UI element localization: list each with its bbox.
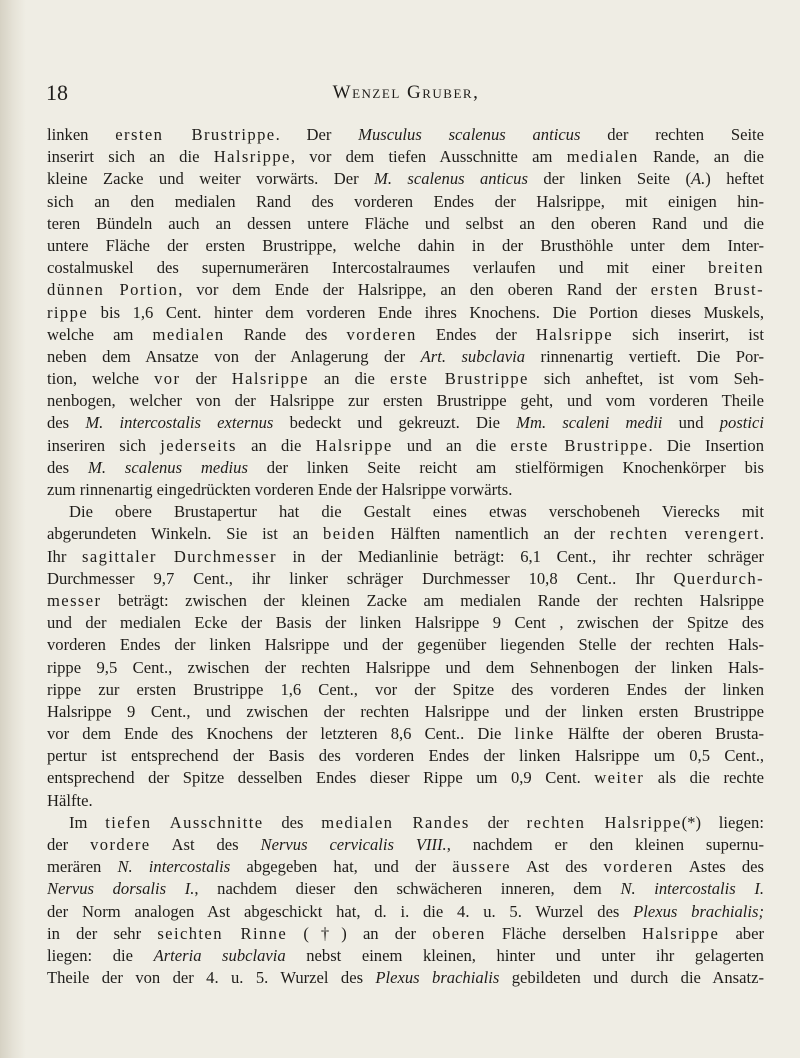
text-run: der linken Seite ( <box>527 169 691 189</box>
spaced-emphasis: Halsrippe <box>315 435 393 455</box>
text-run: der Norm analogen Ast abgeschickt hat, d. i. die 4. u. 5. Wurzel des <box>47 901 634 921</box>
text-run: , vor dem tiefen Ausschnitte am <box>290 147 567 167</box>
text-run: rippe 9,5 Cent., zwischen der rechten Halsrippe und dem Sehnenbogen der linken Hals- <box>47 657 764 677</box>
text-line <box>47 523 764 545</box>
text-line <box>47 767 764 789</box>
spaced-emphasis: rippe <box>47 302 89 322</box>
text-run: bis 1,6 Cent. hinter dem vorderen Ende ihres Knochens. Die Portion dieses Muskels, <box>88 302 764 322</box>
text-line <box>47 612 764 634</box>
text-run: an die <box>236 435 316 455</box>
text-run: aber <box>719 923 764 943</box>
text-run: . Die Insertion <box>648 435 764 455</box>
italic-term: M. scalenus anticus <box>374 169 528 189</box>
text-line <box>47 324 764 346</box>
text-line <box>47 812 764 834</box>
text-line <box>47 657 764 679</box>
text-run: nenbogen, welcher von der Halsrippe zur ersten Brustrippe geht, und vom vorderen Theile <box>47 391 764 411</box>
text-line <box>47 435 764 457</box>
text-run: als die rechte <box>644 768 764 788</box>
text-run: des <box>263 812 322 832</box>
spaced-emphasis: Halsrippe <box>213 147 291 167</box>
page-header <box>46 80 766 106</box>
text-line <box>47 146 764 168</box>
text-line <box>47 590 764 612</box>
text-run: . <box>759 524 764 544</box>
spaced-emphasis: ersten Brustrippe <box>115 125 276 144</box>
text-line <box>47 679 764 701</box>
italic-term: Plexus brachialis; <box>633 901 764 921</box>
body-text <box>47 124 764 989</box>
text-line <box>47 235 764 257</box>
text-line <box>47 390 764 412</box>
text-run: , vor dem Ende der Halsrippe, an den oberen Rand der <box>178 280 651 300</box>
text-line <box>47 124 764 146</box>
italic-term: Arteria subclavia <box>153 945 286 965</box>
running-head: Wenzel Gruber, <box>332 82 480 103</box>
spaced-emphasis: rechten verengert <box>609 524 760 544</box>
text-run: des <box>47 413 86 433</box>
text-run: , nachdem dieser den schwächeren inneren, dem <box>194 879 621 899</box>
spaced-emphasis: beiden <box>323 524 376 544</box>
spaced-emphasis: vor <box>154 369 181 389</box>
page-binding-shadow <box>0 0 26 1058</box>
text-run: und <box>662 413 720 433</box>
text-line <box>47 257 764 279</box>
text-run: merären <box>47 857 118 877</box>
text-line <box>47 568 764 590</box>
text-line <box>47 302 764 324</box>
text-run: Theile der von der 4. u. 5. Wurzel des <box>47 968 376 988</box>
spaced-emphasis: weiter <box>594 768 645 788</box>
text-run: abgegeben hat, und der <box>230 857 453 877</box>
text-run: rippe zur ersten Brustrippe 1,6 Cent., vor der Spitze des vorderen Endes der linken <box>47 679 764 699</box>
spaced-emphasis: sagittaler Durchmesser <box>82 546 277 566</box>
text-line <box>47 945 764 967</box>
spaced-emphasis: erste Brustrippe <box>389 369 529 389</box>
italic-term: Plexus brachialis <box>375 968 500 988</box>
spaced-emphasis: linke <box>514 724 555 744</box>
text-run: Astes des <box>673 857 764 877</box>
text-line <box>47 546 764 568</box>
text-run: Im <box>69 812 106 832</box>
spaced-emphasis: tiefen Ausschnitte <box>105 812 264 832</box>
text-run: Rande des <box>224 324 347 344</box>
spaced-emphasis: dünnen Portion <box>47 280 179 300</box>
text-line <box>47 723 764 745</box>
text-run: an die <box>308 369 390 389</box>
text-run: nebst einem kleinen, hinter und unter ihr gelagerten <box>285 945 764 965</box>
italic-term: M. scalenus medius <box>88 457 248 477</box>
italic-term: Nervus dorsalis I. <box>47 879 195 899</box>
text-run: vor dem Ende des Knochens der letzteren 8,6 Cent.. Die <box>47 724 515 744</box>
text-run: liegen: die <box>47 945 154 965</box>
text-line <box>47 479 764 501</box>
text-run: (†) an der <box>287 923 433 943</box>
text-line <box>47 923 764 945</box>
text-run: , nachdem er den kleinen supernu- <box>446 835 764 854</box>
spaced-emphasis: Halsrippe <box>535 324 613 344</box>
text-line <box>47 745 764 767</box>
text-run: der rechten Seite <box>580 125 764 144</box>
text-run: kleine Zacke und weiter vorwärts. Der <box>47 169 375 189</box>
italic-term: M. intercostalis externus <box>85 413 274 433</box>
page-number: 18 <box>46 80 68 105</box>
text-run: Rande, an die <box>638 147 764 167</box>
spaced-emphasis: breiten <box>708 258 764 278</box>
text-run: inserirt sich an die <box>47 147 214 167</box>
text-line <box>47 790 764 812</box>
text-line <box>47 901 764 923</box>
text-line <box>47 279 764 301</box>
spaced-emphasis: vorderen <box>346 324 417 344</box>
italic-term: postici <box>719 413 764 433</box>
spaced-emphasis: rechten Halsrippe <box>526 812 682 832</box>
text-run: linken <box>47 125 116 144</box>
text-run: (*) liegen: <box>681 812 764 832</box>
text-line <box>47 634 764 656</box>
text-run: und der medialen Ecke der Basis der linken Halsrippe 9 Cent , zwischen der Spitze des <box>47 613 764 633</box>
spaced-emphasis: vorderen <box>603 857 674 877</box>
text-run: Hälften namentlich an der <box>375 524 610 544</box>
text-run: abgerundeten Winkeln. Sie ist an <box>47 524 324 544</box>
text-line <box>47 368 764 390</box>
text-run: teren Bündeln auch an dessen untere Fläche und selbst an den oberen Rand und die <box>47 213 764 233</box>
spaced-emphasis: ersten Brust- <box>650 280 764 300</box>
text-run: sich anheftet, ist vom Seh- <box>528 369 764 389</box>
text-run: des <box>47 457 89 477</box>
text-run: der <box>47 835 91 854</box>
spaced-emphasis: Halsrippe <box>642 923 720 943</box>
text-line <box>47 967 764 989</box>
text-run: Durchmesser 9,7 Cent., ihr linker schräger Durchmesser 10,8 Cent.. Ihr <box>47 568 674 588</box>
text-line <box>47 412 764 434</box>
spaced-emphasis: medialen <box>566 147 639 167</box>
text-run: der <box>469 812 527 832</box>
text-run: zum rinnenartig eingedrückten vorderen Ende der Halsrippe vorwärts. <box>47 480 513 499</box>
text-run: Ast des <box>150 835 261 854</box>
text-run: sich an den medialen Rand des vorderen Endes der Halsrippe, mit einigen hin- <box>47 191 764 211</box>
text-run: . Der <box>275 125 359 144</box>
text-run: sich inserirt, ist <box>613 324 764 344</box>
text-run: der <box>180 369 232 389</box>
text-run: inseriren sich <box>47 435 161 455</box>
text-run: in der sehr <box>47 923 158 943</box>
text-run: Die obere Brustapertur hat die Gestalt eines etwas verschobeneh Vierecks mit <box>69 502 764 522</box>
text-run: Hälfte. <box>47 790 93 810</box>
text-line <box>47 501 764 523</box>
spaced-emphasis: erste Brustrippe <box>510 435 649 455</box>
text-run: tion, welche <box>47 369 155 389</box>
italic-term: N. intercostalis <box>117 857 231 877</box>
text-run: Hälfte der oberen Brusta- <box>554 724 764 744</box>
text-run: Endes der <box>416 324 536 344</box>
text-line <box>47 701 764 723</box>
text-run: costalmuskel des supernumerären Intercostalraumes verlaufen und mit einer <box>47 258 709 278</box>
text-line <box>47 457 764 479</box>
text-run: Fläche derselben <box>485 923 643 943</box>
italic-term: Art. subclavia <box>420 346 526 366</box>
spaced-emphasis: vordere <box>90 835 151 854</box>
text-line <box>47 191 764 213</box>
text-run: untere Fläche der ersten Brustrippe, welche dahin in der Brusthöhle unter dem Inter- <box>47 235 764 255</box>
text-run: bedeckt und gekreuzt. Die <box>273 413 517 433</box>
spaced-emphasis: äussere <box>452 857 511 877</box>
italic-term: Mm. scaleni medii <box>516 413 663 433</box>
text-run: neben dem Ansatze von der Anlagerung der <box>47 346 421 366</box>
text-run: Halsrippe 9 Cent., und zwischen der rechten Halsrippe und der linken ersten Brustrippe <box>47 701 764 721</box>
text-run: pertur ist entsprechend der Basis des vorderen Endes der linken Halsrippe um 0,5 Cent., <box>47 746 764 766</box>
spaced-emphasis: seichten Rinne <box>157 923 288 943</box>
text-run: rinnenartig vertieft. Die Por- <box>525 346 764 366</box>
text-line <box>47 834 764 856</box>
spaced-emphasis: medialen Randes <box>321 812 470 832</box>
spaced-emphasis: Halsrippe <box>231 369 309 389</box>
spaced-emphasis: messer <box>47 590 102 610</box>
text-line <box>47 168 764 190</box>
text-run: Ast des <box>510 857 604 877</box>
text-run: gebildeten und durch die Ansatz- <box>499 968 764 988</box>
spaced-emphasis: medialen <box>152 324 225 344</box>
text-run: beträgt: zwischen der kleinen Zacke am medialen Rande der rechten Halsrippe <box>101 590 764 610</box>
text-line <box>47 213 764 235</box>
text-run: Ihr <box>47 546 83 566</box>
italic-term: Nervus cervicalis VIII. <box>260 835 447 854</box>
text-run: vorderen Endes der linken Halsrippe und der gegenüber liegenden Stelle der rechten Hals- <box>47 635 764 655</box>
italic-term: Musculus scalenus anticus <box>358 125 581 144</box>
spaced-emphasis: oberen <box>432 923 486 943</box>
text-run: und an die <box>392 435 511 455</box>
italic-term: N. intercostalis I. <box>620 879 764 899</box>
text-line <box>47 878 764 900</box>
italic-term: A. <box>690 169 706 189</box>
text-run: welche am <box>47 324 153 344</box>
text-line <box>47 856 764 878</box>
spaced-emphasis: jederseits <box>160 435 237 455</box>
text-run: in der Medianlinie beträgt: 6,1 Cent., ihr rechter schräger <box>276 546 764 566</box>
text-run: ) heftet <box>705 169 764 189</box>
text-run: der linken Seite reicht am stielförmigen Knochenkörper bis <box>247 457 764 477</box>
text-line <box>47 346 764 368</box>
spaced-emphasis: Querdurch- <box>673 568 764 588</box>
text-run: entsprechend der Spitze desselben Endes dieser Rippe um 0,9 Cent. <box>47 768 595 788</box>
